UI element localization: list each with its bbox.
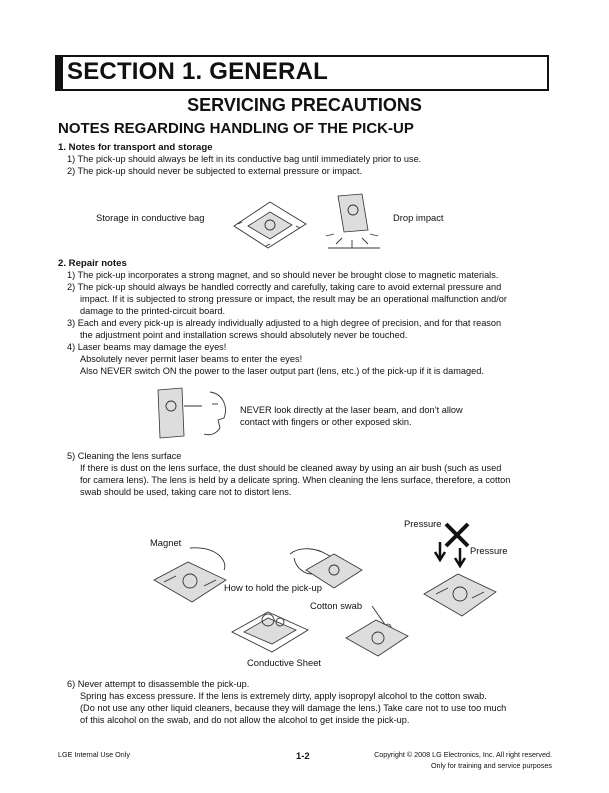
laser-note-line-2: contact with fingers or other exposed skin. [240, 417, 412, 427]
transport-item-1: 1) The pick-up should always be left in its conductive bag until immediately prior to use. [67, 154, 422, 164]
repair-title: 2. Repair notes [58, 258, 127, 269]
disassemble-line-3: (Do not use any other liquid cleaners, because they will damage the lens.) Take care not to use too much [80, 703, 507, 713]
footer-copyright: Copyright © 2008 LG Electronics, Inc. All right reserved. [374, 750, 552, 759]
drop-impact-illustration [322, 190, 386, 252]
magnet-label: Magnet [150, 537, 182, 548]
footer-left: LGE Internal Use Only [58, 750, 130, 759]
laser-eye-illustration [154, 384, 234, 442]
cleaning-line-3: for camera lens). The lens is held by a delicate spring. When cleaning the lens surface, therefore, a cotton [80, 475, 511, 485]
magnet-pickup-illustration [148, 544, 234, 608]
repair-line-6: the adjustment point and installation screws should absolutely never be touched. [80, 330, 408, 340]
repair-line-8: Absolutely never permit laser beams to enter the eyes! [80, 354, 303, 364]
repair-line-1: 1) The pick-up incorporates a strong magnet, and so should never be brought close to magnetic materials. [67, 270, 499, 280]
disassemble-line-4: of this alcohol on the swab, and do not allow the alcohol to get inside the pick-up. [80, 715, 410, 725]
swab-pickup-illustration [342, 606, 412, 658]
footer-training: Only for training and service purposes [430, 761, 552, 770]
sheet-pickup-illustration [228, 606, 312, 656]
drop-caption: Drop impact [393, 212, 444, 223]
disassemble-line-2: Spring has excess pressure. If the lens is extremely dirty, apply isopropyl alcohol to the cotton swab. [80, 691, 487, 701]
cleaning-line-4: swab should be used, taking care not to distort lens. [80, 487, 292, 497]
sheet-label: Conductive Sheet [247, 657, 322, 668]
pressure-top-label: Pressure [404, 518, 442, 529]
pressure-right-label: Pressure [470, 545, 508, 556]
cleaning-line-1: 5) Cleaning the lens surface [67, 451, 182, 461]
repair-line-4: damage to the printed-circuit board. [80, 306, 226, 316]
hold-pickup-illustration [282, 540, 366, 596]
swab-label: Cotton swab [310, 600, 363, 611]
cleaning-line-2: If there is dust on the lens surface, the dust should be cleaned away by using an air bush (such as used [80, 463, 502, 473]
repair-line-9: Also NEVER switch ON the power to the laser output part (lens, etc.) of the pick-up if it is damaged. [80, 366, 484, 376]
transport-item-2: 2) The pick-up should never be subjected to external pressure or impact. [67, 166, 363, 176]
hold-label: How to hold the pick-up [224, 582, 322, 593]
repair-line-7: 4) Laser beams may damage the eyes! [67, 342, 227, 352]
laser-note-line-1: NEVER look directly at the laser beam, and don’t allow [240, 405, 463, 415]
storage-caption: Storage in conductive bag [96, 212, 205, 223]
repair-line-3: impact. If it is subjected to strong pressure or impact, the result may be an operational malfunction and/or [80, 294, 507, 304]
transport-title: 1. Notes for transport and storage [58, 142, 213, 153]
disassemble-line-1: 6) Never attempt to disassemble the pick-up. [67, 679, 250, 689]
pressure-pickup-illustration [418, 560, 502, 622]
page-heading: SERVICING PRECAUTIONS [187, 95, 422, 115]
section-title: SECTION 1. GENERAL [67, 58, 328, 85]
storage-bag-illustration [226, 196, 310, 250]
repair-line-5: 3) Each and every pick-up is already individually adjusted to a high degree of precision, and for that reason [67, 318, 502, 328]
sub-heading: NOTES REGARDING HANDLING OF THE PICK-UP [58, 120, 414, 137]
page-number: 1-2 [296, 750, 310, 761]
repair-line-2: 2) The pick-up should always be handled correctly and carefully, taking care to avoid external pressure and [67, 282, 502, 292]
